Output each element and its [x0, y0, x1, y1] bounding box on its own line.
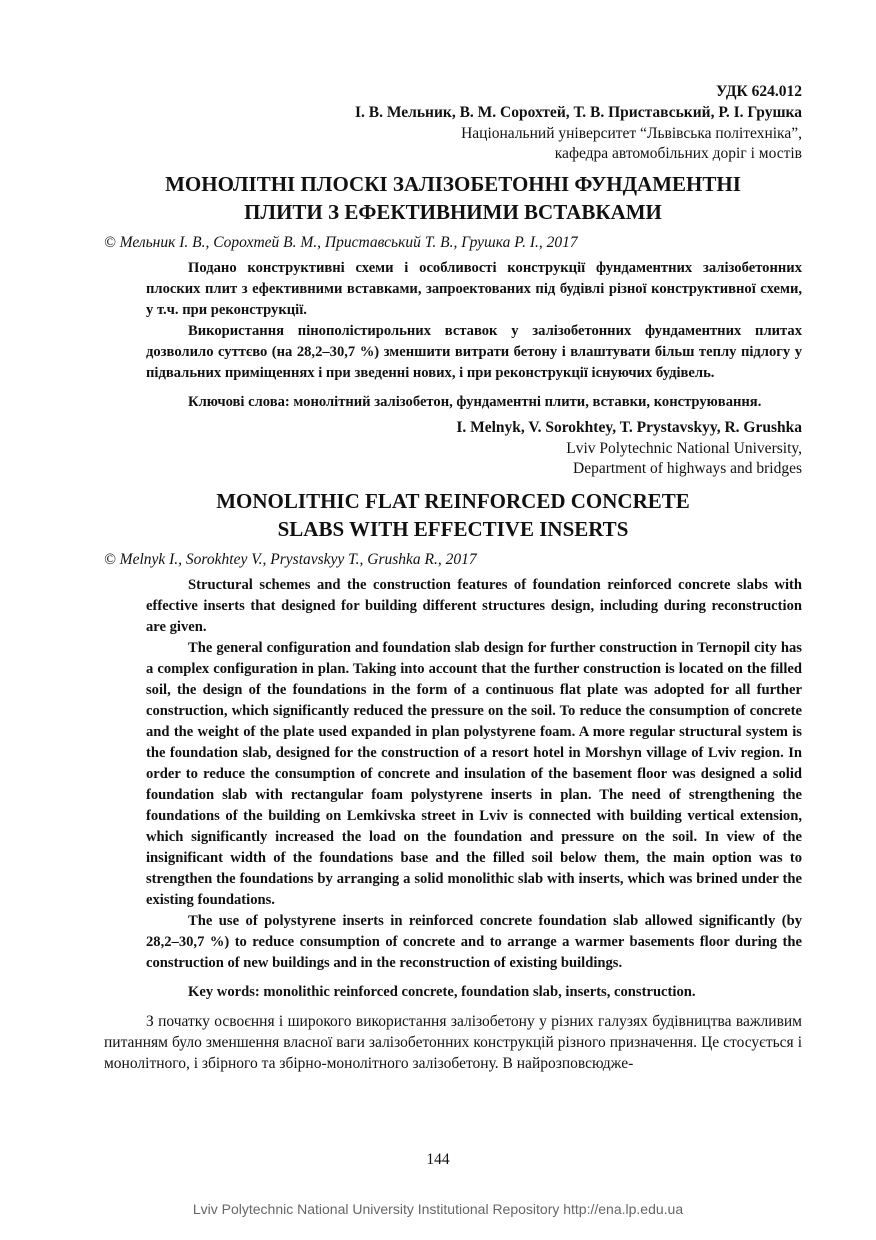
- ua-title-line1: МОНОЛІТНІ ПЛОСКІ ЗАЛІЗОБЕТОННІ ФУНДАМЕНТНІ: [165, 172, 741, 196]
- udc-code: УДК 624.012: [716, 83, 802, 100]
- paper-page: [104, 82, 802, 1074]
- ua-abstract-paragraph: Використання пінополістирольних вставок у залізобетонних фундаментних плитах дозволило суттєво (на 28,2–30,7 %) зменшити витрати бетону і влаштувати більш теплу підлогу у підвальних приміщеннях і при зведенні нових, і при реконструкції існуючих будівель.: [146, 323, 802, 381]
- ua-affiliation-university: Національний університет “Львівська політехніка”,: [461, 125, 802, 142]
- en-title-line1: MONOLITHIC FLAT REINFORCED CONCRETE: [216, 489, 690, 513]
- ua-title-line2: ПЛИТИ З ЕФЕКТИВНИМИ ВСТАВКАМИ: [244, 200, 662, 224]
- ua-copyright: © Мельник І. В., Сорохтей В. М., Приставський Т. В., Грушка Р. І., 2017: [104, 234, 578, 251]
- en-copyright: © Melnyk I., Sorokhtey V., Prystavskyy T., Grushka R., 2017: [104, 551, 477, 568]
- en-abstract-paragraph: Structural schemes and the construction features of foundation reinforced concrete slabs with effective inserts that designed for building different structures design, including during reconstruction are given.: [146, 577, 802, 635]
- ua-authors: І. В. Мельник, В. М. Сорохтей, Т. В. Приставський, Р. І. Грушка: [354, 104, 802, 121]
- page-number: 144: [426, 1151, 450, 1168]
- ua-abstract-paragraph: Подано конструктивні схеми і особливості конструкції фундаментних залізобетонних плоских плит з ефективними вставками, запроектованих під будівлі різної конструктивної схеми, у т.ч. при реконструкції.: [146, 260, 802, 318]
- ua-keywords: Ключові слова: монолітний залізобетон, фундаментні плити, вставки, конструювання.: [188, 394, 762, 410]
- en-keywords: Key words: monolithic reinforced concrete, foundation slab, inserts, construction.: [188, 984, 696, 1000]
- main-text: [104, 1011, 802, 1074]
- en-affiliation-department: Department of highways and bridges: [573, 460, 802, 477]
- ua-abstract: [146, 258, 802, 384]
- ua-affiliation-department: кафедра автомобільних доріг і мостів: [554, 145, 802, 162]
- en-abstract-paragraph: The general configuration and foundation slab design for further construction in Ternopil city has a complex configuration in plan. Taking into account that the further construction is located on the filled soil, the design of the foundations in the form of a continuous flat plate was adopted for all further construction, which significantly reduced the pressure on the soil. To reduce the consumption of concrete and the weight of the plate used expanded in plan polystyrene foam. A more regular structural system is the foundation slab, designed for the construction of a resort hotel in Morshyn village of Lviv region. In order to reduce the consumption of concrete and insulation of the basement floor was designed a solid foundation slab with rectangular foam polystyrene inserts in plan. The need of strengthening the foundations of the building on Lemkivska street in Lviv is connected with building vertical extension, which significantly increased the load on the foundation and pressure on the soil. In view of the insignificant width of the foundations base and the filled soil below them, the main option was to strengthen the foundations by arranging a solid monolithic slab with inserts, which was brined under the existing foundations.: [146, 640, 802, 908]
- en-affiliation-university: Lviv Polytechnic National University,: [566, 440, 802, 457]
- en-abstract: [146, 575, 802, 974]
- body-paragraph: З початку освоєння і широкого використання залізобетону у різних галузях будівництва важливим питанням було зменшення власної ваги залізобетонних конструкцій різного призначення. Це стосується і монолітного, і збірного та збірно-монолітного залізобетону. В найрозповсюдже-: [104, 1013, 802, 1072]
- en-title: [104, 487, 802, 543]
- en-title-line2: SLABS WITH EFFECTIVE INSERTS: [277, 517, 629, 541]
- en-abstract-paragraph: The use of polystyrene inserts in reinforced concrete foundation slab allowed significantly (by 28,2–30,7 %) to reduce consumption of concrete and to arrange a warmer basements floor during the construction of new buildings and in the reconstruction of existing buildings.: [146, 913, 802, 971]
- en-authors: I. Melnyk, V. Sorokhtey, T. Prystavskyy, R. Grushka: [456, 419, 802, 436]
- ua-title: [104, 170, 802, 226]
- repository-footer: Lviv Polytechnic National University Institutional Repository http://ena.lp.edu.ua: [192, 1201, 684, 1217]
